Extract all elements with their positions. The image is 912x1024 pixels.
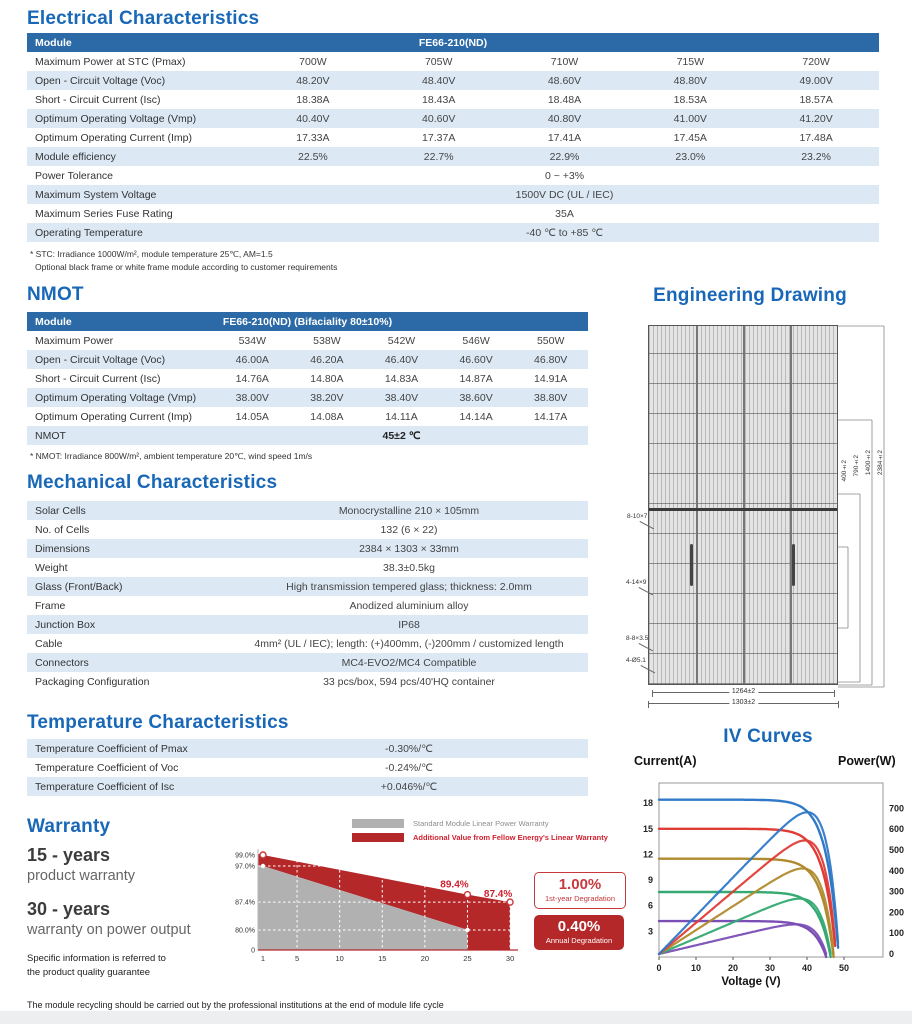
marker xyxy=(260,852,266,858)
table-row xyxy=(27,204,879,223)
left-tick-label: 15 xyxy=(642,823,653,834)
row-value: 2384 × 1303 × 33mm xyxy=(359,542,459,555)
row-value: MC4-EVO2/MC4 Compatible xyxy=(341,656,477,669)
row-label: Operating Temperature xyxy=(35,226,143,239)
row-value: -0.24%/℃ xyxy=(385,761,433,774)
x-tick-label: 30 xyxy=(764,963,776,973)
row-label: Weight xyxy=(35,561,68,574)
row-value: 18.48A xyxy=(547,93,582,106)
x-tick-label: 0 xyxy=(656,963,662,973)
row-value: 46.40V xyxy=(384,353,419,366)
marker xyxy=(261,864,265,868)
row-label: Glass (Front/Back) xyxy=(35,580,123,593)
row-value: +0.046%/℃ xyxy=(380,780,438,793)
marker xyxy=(465,928,469,932)
row-value: 22.7% xyxy=(423,150,454,163)
table-row xyxy=(27,758,588,777)
row-value: 700W xyxy=(299,55,327,68)
first-year-degradation-value: 1.00% xyxy=(558,876,602,893)
marker xyxy=(464,892,470,898)
row-value: 715W xyxy=(676,55,704,68)
row-value: 720W xyxy=(802,55,830,68)
legend-swatch-gray xyxy=(352,819,404,828)
row-value: 41.20V xyxy=(799,112,833,125)
row-value: 705W xyxy=(424,55,453,68)
label-drain-hole: 8-8×3.5 xyxy=(626,635,649,642)
footer-strip xyxy=(0,1011,912,1024)
warranty-30-years: 30 - years xyxy=(27,899,111,919)
nmot-footnote xyxy=(30,450,312,463)
engineering-title: Engineering Drawing xyxy=(653,285,847,306)
y-tick-label: 80.0% xyxy=(235,927,255,935)
row-label: Optimum Operating Voltage (Vmp) xyxy=(35,391,197,404)
row-label: Packaging Configuration xyxy=(35,675,150,688)
row-value: 46.00A xyxy=(235,353,269,366)
row-label: Optimum Operating Voltage (Vmp) xyxy=(35,112,197,125)
electrical-table xyxy=(27,33,879,242)
row-value: 17.48A xyxy=(799,131,833,144)
legend-label-standard: Standard Module Linear Power Warranty xyxy=(413,819,549,828)
table-row xyxy=(27,634,588,653)
warranty-title: Warranty xyxy=(27,816,111,837)
mounting-slot xyxy=(792,544,795,586)
table-row xyxy=(27,331,588,350)
table-row xyxy=(27,128,879,147)
module-header-value: FE66-210(ND) xyxy=(418,36,488,49)
row-value: 48.20V xyxy=(296,74,330,87)
row-value: 38.20V xyxy=(310,391,344,404)
table-header-row xyxy=(27,312,588,331)
x-tick-label: 10 xyxy=(335,954,344,963)
panel-divider xyxy=(790,326,792,684)
row-label: Temperature Coefficient of Pmax xyxy=(35,742,188,755)
plot-border xyxy=(659,783,883,957)
row-label: Solar Cells xyxy=(35,504,86,517)
table-row xyxy=(27,558,588,577)
table-row xyxy=(27,223,879,242)
x-tick-label: 20 xyxy=(420,954,430,963)
right-tick-label: 600 xyxy=(889,824,905,835)
row-label: Frame xyxy=(35,599,66,612)
legend-swatch-red xyxy=(352,833,404,842)
dim-790: 790±2 xyxy=(853,455,860,477)
first-year-degradation-label: 1st-year Degradation xyxy=(544,894,616,903)
annual-degradation-label: Annual Degradation xyxy=(545,936,613,945)
label-mounting-hole: 8-10×7 xyxy=(627,513,648,520)
row-label: Cable xyxy=(35,637,63,650)
legend-label-additional: Additional Value from Fellow Energy's Linear Warranty xyxy=(413,833,608,842)
left-tick-label: 6 xyxy=(647,900,653,911)
row-value: 22.9% xyxy=(549,150,580,163)
electrical-footnote xyxy=(30,248,337,274)
row-value: Monocrystalline 210 × 105mm xyxy=(338,504,480,517)
row-value: 23.2% xyxy=(801,150,831,163)
table-row xyxy=(27,539,588,558)
mounting-slot xyxy=(690,544,693,586)
temperature-table xyxy=(27,739,588,796)
x-tick-label: 20 xyxy=(727,963,739,973)
row-value: 14.17A xyxy=(534,410,568,423)
row-value: 14.08A xyxy=(310,410,344,423)
table-row xyxy=(27,426,588,445)
table-row xyxy=(27,672,588,691)
row-value: 48.60V xyxy=(547,74,582,87)
row-value: 538W xyxy=(313,334,341,347)
mechanical-title: Mechanical Characteristics xyxy=(27,472,278,493)
x-tick-label: 50 xyxy=(838,963,850,973)
row-value: 33 pcs/box, 594 pcs/40'HQ container xyxy=(323,675,495,688)
table-row xyxy=(27,109,879,128)
frame-footnote: Optional black frame or white frame module according to customer requirements xyxy=(35,262,338,272)
row-value: 46.80V xyxy=(534,353,568,366)
dim-1264 xyxy=(652,688,835,695)
row-value: 18.38A xyxy=(296,93,330,106)
recycling-note: The module recycling should be carried out by the professional institutions at the end of module life cycle xyxy=(27,1000,444,1010)
row-value: 38.3±0.5kg xyxy=(383,561,435,574)
module-header-value: FE66-210(ND) (Bifaciality 80±10%) xyxy=(222,315,393,328)
warranty-chart xyxy=(230,844,530,966)
row-value: 35A xyxy=(555,207,574,220)
row-value: 14.91A xyxy=(534,372,568,385)
x-tick-label: 25 xyxy=(463,954,472,963)
row-label: Optimum Operating Current (Imp) xyxy=(35,410,192,423)
row-value: 17.37A xyxy=(422,131,456,144)
module-header-label: Module xyxy=(35,315,72,328)
row-value: 45±2 ℃ xyxy=(382,429,421,442)
iv-right-axis-title: Power(W) xyxy=(838,754,896,768)
y-tick-label: 0 xyxy=(251,947,255,955)
x-tick-label: 15 xyxy=(378,954,387,963)
row-label: Dimensions xyxy=(35,542,90,555)
x-tick-label: 10 xyxy=(690,963,702,973)
dim-1400: 1400±2 xyxy=(865,450,872,476)
row-value: 132 (6 × 22) xyxy=(380,523,438,536)
row-value: 49.00V xyxy=(799,74,833,87)
iv-title: IV Curves xyxy=(723,726,813,747)
row-label: Open - Circuit Voltage (Voc) xyxy=(35,74,166,87)
row-value: 40.40V xyxy=(296,112,330,125)
row-value: -0.30%/℃ xyxy=(385,742,433,755)
dim-2384: 2384±2 xyxy=(877,450,884,476)
dim-1303-label: 1303±2 xyxy=(729,699,758,706)
table-row xyxy=(27,777,588,796)
table-row xyxy=(27,615,588,634)
row-value: 18.43A xyxy=(422,93,456,106)
table-row xyxy=(27,596,588,615)
row-value: 0 ~ +3% xyxy=(544,169,585,182)
row-value: 14.05A xyxy=(235,410,269,423)
electrical-title: Electrical Characteristics xyxy=(27,8,260,29)
x-tick-label: 1 xyxy=(260,954,266,963)
right-tick-label: 500 xyxy=(889,845,905,855)
table-row xyxy=(27,577,588,596)
row-label: Short - Circuit Current (Isc) xyxy=(35,372,161,385)
row-value: 38.80V xyxy=(534,391,568,404)
table-row xyxy=(27,166,879,185)
table-row xyxy=(27,369,588,388)
label-ground-hole: 4-Ø5.1 xyxy=(626,657,646,664)
row-value: 46.20A xyxy=(310,353,344,366)
row-label: Maximum Power at STC (Pmax) xyxy=(35,55,186,68)
row-value: 542W xyxy=(387,334,416,347)
first-year-degradation-box xyxy=(534,872,626,909)
table-row xyxy=(27,90,879,109)
table-row xyxy=(27,71,879,90)
row-label: Maximum System Voltage xyxy=(35,188,157,201)
y-tick-label: 97.0% xyxy=(235,863,255,871)
row-value: 17.41A xyxy=(547,131,582,144)
table-header-row xyxy=(27,33,879,52)
row-value: 18.53A xyxy=(673,93,707,106)
row-label: Module efficiency xyxy=(35,150,116,163)
iv-chart xyxy=(625,775,905,990)
row-value: High transmission tempered glass; thickness: 2.0mm xyxy=(286,580,532,593)
row-value: 38.40V xyxy=(384,391,419,404)
row-value: 23.0% xyxy=(675,150,706,163)
row-label: Maximum Series Fuse Rating xyxy=(35,207,173,220)
iv-left-axis-title: Current(A) xyxy=(634,754,697,768)
right-tick-label: 200 xyxy=(889,907,905,918)
row-value: 38.00V xyxy=(235,391,269,404)
table-row xyxy=(27,350,588,369)
row-value: 18.57A xyxy=(799,93,833,106)
row-label: Power Tolerance xyxy=(35,169,114,182)
table-row xyxy=(27,501,588,520)
table-row xyxy=(27,52,879,71)
row-value: 48.40V xyxy=(422,74,456,87)
warranty-note-line2: the product quality guarantee xyxy=(27,967,151,978)
x-axis-title: Voltage (V) xyxy=(721,976,781,988)
table-row xyxy=(27,407,588,426)
row-label: Temperature Coefficient of Voc xyxy=(35,761,179,774)
row-value: IP68 xyxy=(398,618,420,631)
row-value: 4mm² (UL / IEC); length: (+)400mm, (-)200mm / customized length xyxy=(254,637,564,650)
row-value: 41.00V xyxy=(673,112,707,125)
row-label: Junction Box xyxy=(35,618,96,631)
module-header-label: Module xyxy=(35,36,72,49)
left-tick-label: 3 xyxy=(647,926,653,937)
nmot-title: NMOT xyxy=(27,284,84,305)
dim-1303 xyxy=(648,699,839,706)
annotation-87: 87.4% xyxy=(483,889,513,901)
table-row xyxy=(27,147,879,166)
row-value: 534W xyxy=(238,334,267,347)
dim-400: 400±2 xyxy=(841,460,848,482)
panel-divider xyxy=(696,326,698,684)
row-value: 14.80A xyxy=(310,372,344,385)
row-label: No. of Cells xyxy=(35,523,90,536)
row-value: 17.33A xyxy=(296,131,330,144)
row-label: Maximum Power xyxy=(35,334,114,347)
row-value: 17.45A xyxy=(673,131,707,144)
right-tick-label: 0 xyxy=(889,949,895,959)
y-tick-label: 87.4% xyxy=(235,899,255,907)
row-label: Short - Circuit Current (Isc) xyxy=(35,93,161,106)
row-label: Optimum Operating Current (Imp) xyxy=(35,131,192,144)
row-value: 14.14A xyxy=(459,410,493,423)
row-label: Connectors xyxy=(35,656,89,669)
table-row xyxy=(27,739,588,758)
row-value: 550W xyxy=(536,334,565,347)
annotation-89: 89.4% xyxy=(440,879,469,891)
x-tick-label: 40 xyxy=(801,963,813,973)
nmot-table xyxy=(27,312,588,445)
stc-footnote: * STC: Irradiance 1000W/m², module temperature 25℃, AM=1.5 xyxy=(30,249,273,259)
module-drawing xyxy=(648,325,838,685)
row-value: 14.87A xyxy=(459,372,493,385)
annual-degradation-value: 0.40% xyxy=(557,918,601,935)
table-row xyxy=(27,520,588,539)
panel-midline xyxy=(649,508,837,511)
warranty-15-years: 15 - years xyxy=(27,845,111,865)
dimension-lines xyxy=(838,325,912,705)
annual-degradation-box xyxy=(534,915,624,950)
table-row xyxy=(27,185,879,204)
warranty-note xyxy=(27,952,166,980)
row-label: NMOT xyxy=(35,429,66,442)
warranty-30-desc: warranty on power output xyxy=(27,922,191,938)
row-value: 22.5% xyxy=(298,150,328,163)
row-value: 40.80V xyxy=(547,112,582,125)
row-value: -40 ℃ to +85 ℃ xyxy=(526,226,603,239)
right-tick-label: 100 xyxy=(889,928,905,939)
left-tick-label: 12 xyxy=(642,849,653,860)
row-value: 14.76A xyxy=(235,372,269,385)
row-value: 38.60V xyxy=(459,391,493,404)
table-row xyxy=(27,653,588,672)
row-value: 710W xyxy=(550,55,579,68)
row-label: Open - Circuit Voltage (Voc) xyxy=(35,353,166,366)
left-tick-label: 9 xyxy=(647,875,653,886)
row-value: 40.60V xyxy=(422,112,456,125)
row-value: 14.11A xyxy=(385,410,418,423)
table-row xyxy=(27,388,588,407)
row-value: 546W xyxy=(462,334,490,347)
row-label: Temperature Coefficient of Isc xyxy=(35,780,175,793)
row-value: 14.83A xyxy=(384,372,419,385)
nmot-footnote-text: * NMOT: Irradiance 800W/m², ambient temperature 20℃, wind speed 1m/s xyxy=(30,451,313,461)
row-value: 1500V DC (UL / IEC) xyxy=(515,188,614,201)
label-mounting-hole: 4-14×9 xyxy=(626,579,647,586)
warranty-note-line1: Specific information is referred to xyxy=(27,953,166,964)
warranty-15-desc: product warranty xyxy=(27,868,135,884)
mechanical-table xyxy=(27,501,588,691)
right-tick-label: 300 xyxy=(889,886,905,897)
row-value: Anodized aluminium alloy xyxy=(349,599,469,612)
temperature-title: Temperature Characteristics xyxy=(27,712,289,733)
x-tick-label: 5 xyxy=(294,954,300,963)
x-tick-label: 30 xyxy=(505,954,515,963)
row-value: 48.80V xyxy=(673,74,707,87)
right-tick-label: 700 xyxy=(889,803,905,814)
dim-1264-label: 1264±2 xyxy=(729,688,758,695)
y-tick-label: 99.0% xyxy=(235,852,255,860)
right-tick-label: 400 xyxy=(889,865,905,876)
row-value: 46.60V xyxy=(459,353,493,366)
panel-divider xyxy=(743,326,745,684)
left-tick-label: 18 xyxy=(642,798,653,809)
